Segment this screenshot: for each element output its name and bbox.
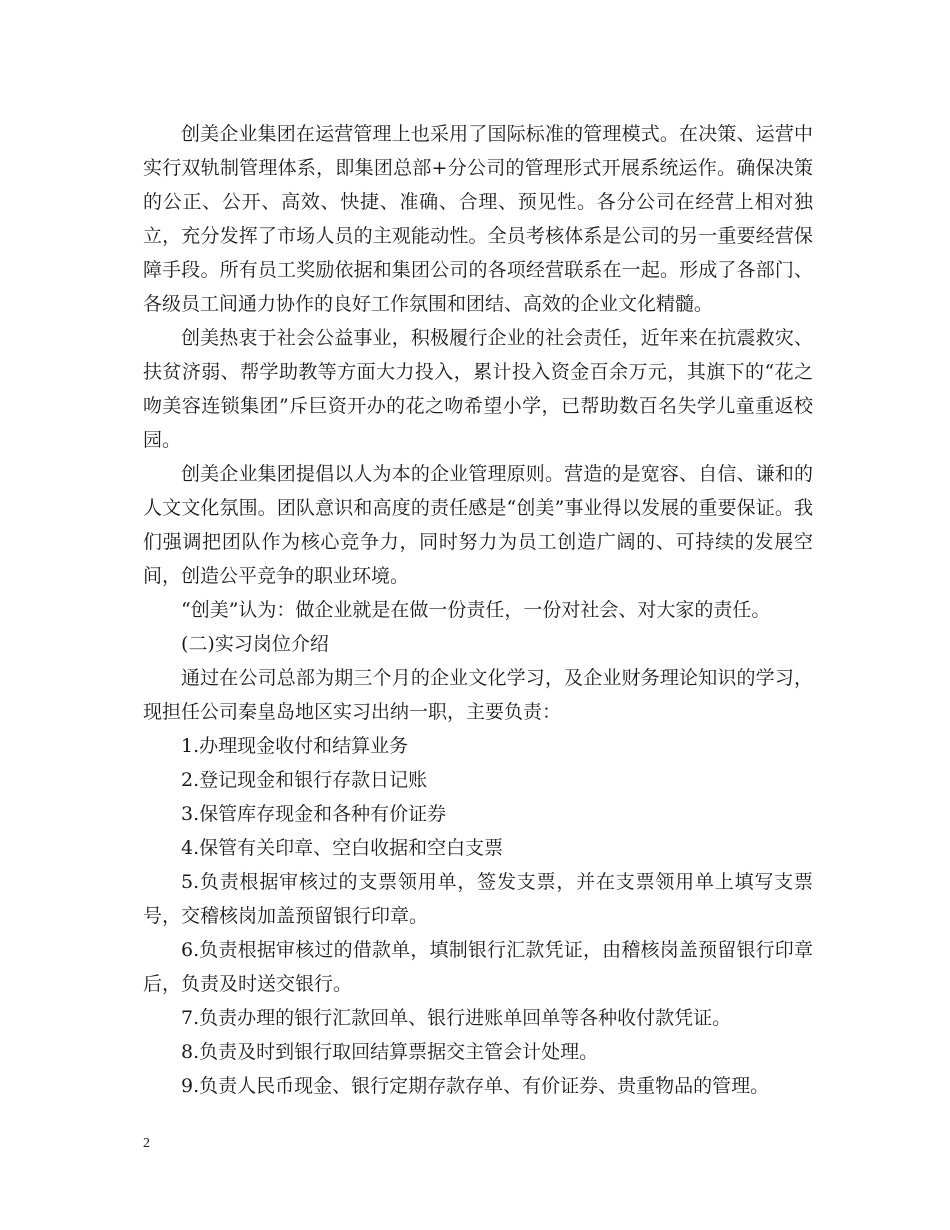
section-heading-internship-position: (二)实习岗位介绍: [181, 633, 329, 655]
paragraph-operations-management: 创美企业集团在运营管理上也采用了国际标准的管理模式。在决策、运营中实行双轨制管理体系，即集团总部+分公司的管理形式开展系统运作。确保决策的公正、公开、高效、快捷、准确、合理、预见性。各分公司在经营上相对独立，充分发挥了市场人员的主观能动性。全员考核体系是公司的另一重要经营保障手段。所有员工奖励依据和集团公司的各项经营联系在一起。形成了各部门、各级员工间通力协作的良好工作氛围和团结、高效的企业文化精髓。: [143, 123, 813, 315]
document-body: [143, 117, 813, 1103]
duty-item-8: 8.负责及时到银行取回结算票据交主管会计处理。: [181, 1041, 599, 1063]
duty-item-9: 9.负责人民币现金、银行定期存款存单、有价证券、贵重物品的管理。: [181, 1075, 770, 1097]
duty-item-6: 6.负责根据审核过的借款单，填制银行汇款凭证，由稽核岗盖预留银行印章后，负责及时送交银行。: [143, 939, 813, 995]
duty-item-1: 1.办理现金收付和结算业务: [181, 735, 409, 757]
duty-item-5: 5.负责根据审核过的支票领用单，签发支票，并在支票领用单上填写支票号，交稽核岗加盖预留银行印章。: [143, 871, 813, 927]
duty-item-2: 2.登记现金和银行存款日记账: [181, 769, 428, 791]
paragraph-chuangmei-belief: “创美”认为：做企业就是在做一份责任，一份对社会、对大家的责任。: [181, 599, 771, 621]
page-number: 2: [143, 1136, 150, 1151]
paragraph-people-oriented: 创美企业集团提倡以人为本的企业管理原则。营造的是宽容、自信、谦和的人文文化氛围。团队意识和高度的责任感是“创美”事业得以发展的重要保证。我们强调把团队作为核心竞争力，同时努力为员工创造广阔的、可持续的发展空间，创造公平竞争的职业环境。: [143, 463, 813, 587]
duty-item-7: 7.负责办理的银行汇款回单、银行进账单回单等各种收付款凭证。: [181, 1007, 732, 1029]
paragraph-social-responsibility: 创美热衷于社会公益事业，积极履行企业的社会责任，近年来在抗震救灾、扶贫济弱、帮学助教等方面大力投入，累计投入资金百余万元，其旗下的“花之吻美容连锁集团”斥巨资开办的花之吻希望小学，已帮助数百名失学儿童重返校园。: [143, 327, 813, 451]
paragraph-position-intro: 通过在公司总部为期三个月的企业文化学习，及企业财务理论知识的学习，现担任公司秦皇岛地区实习出纳一职，主要负责：: [143, 667, 813, 723]
duty-item-4: 4.保管有关印章、空白收据和空白支票: [181, 837, 504, 859]
duty-item-3: 3.保管库存现金和各种有价证券: [181, 803, 447, 825]
